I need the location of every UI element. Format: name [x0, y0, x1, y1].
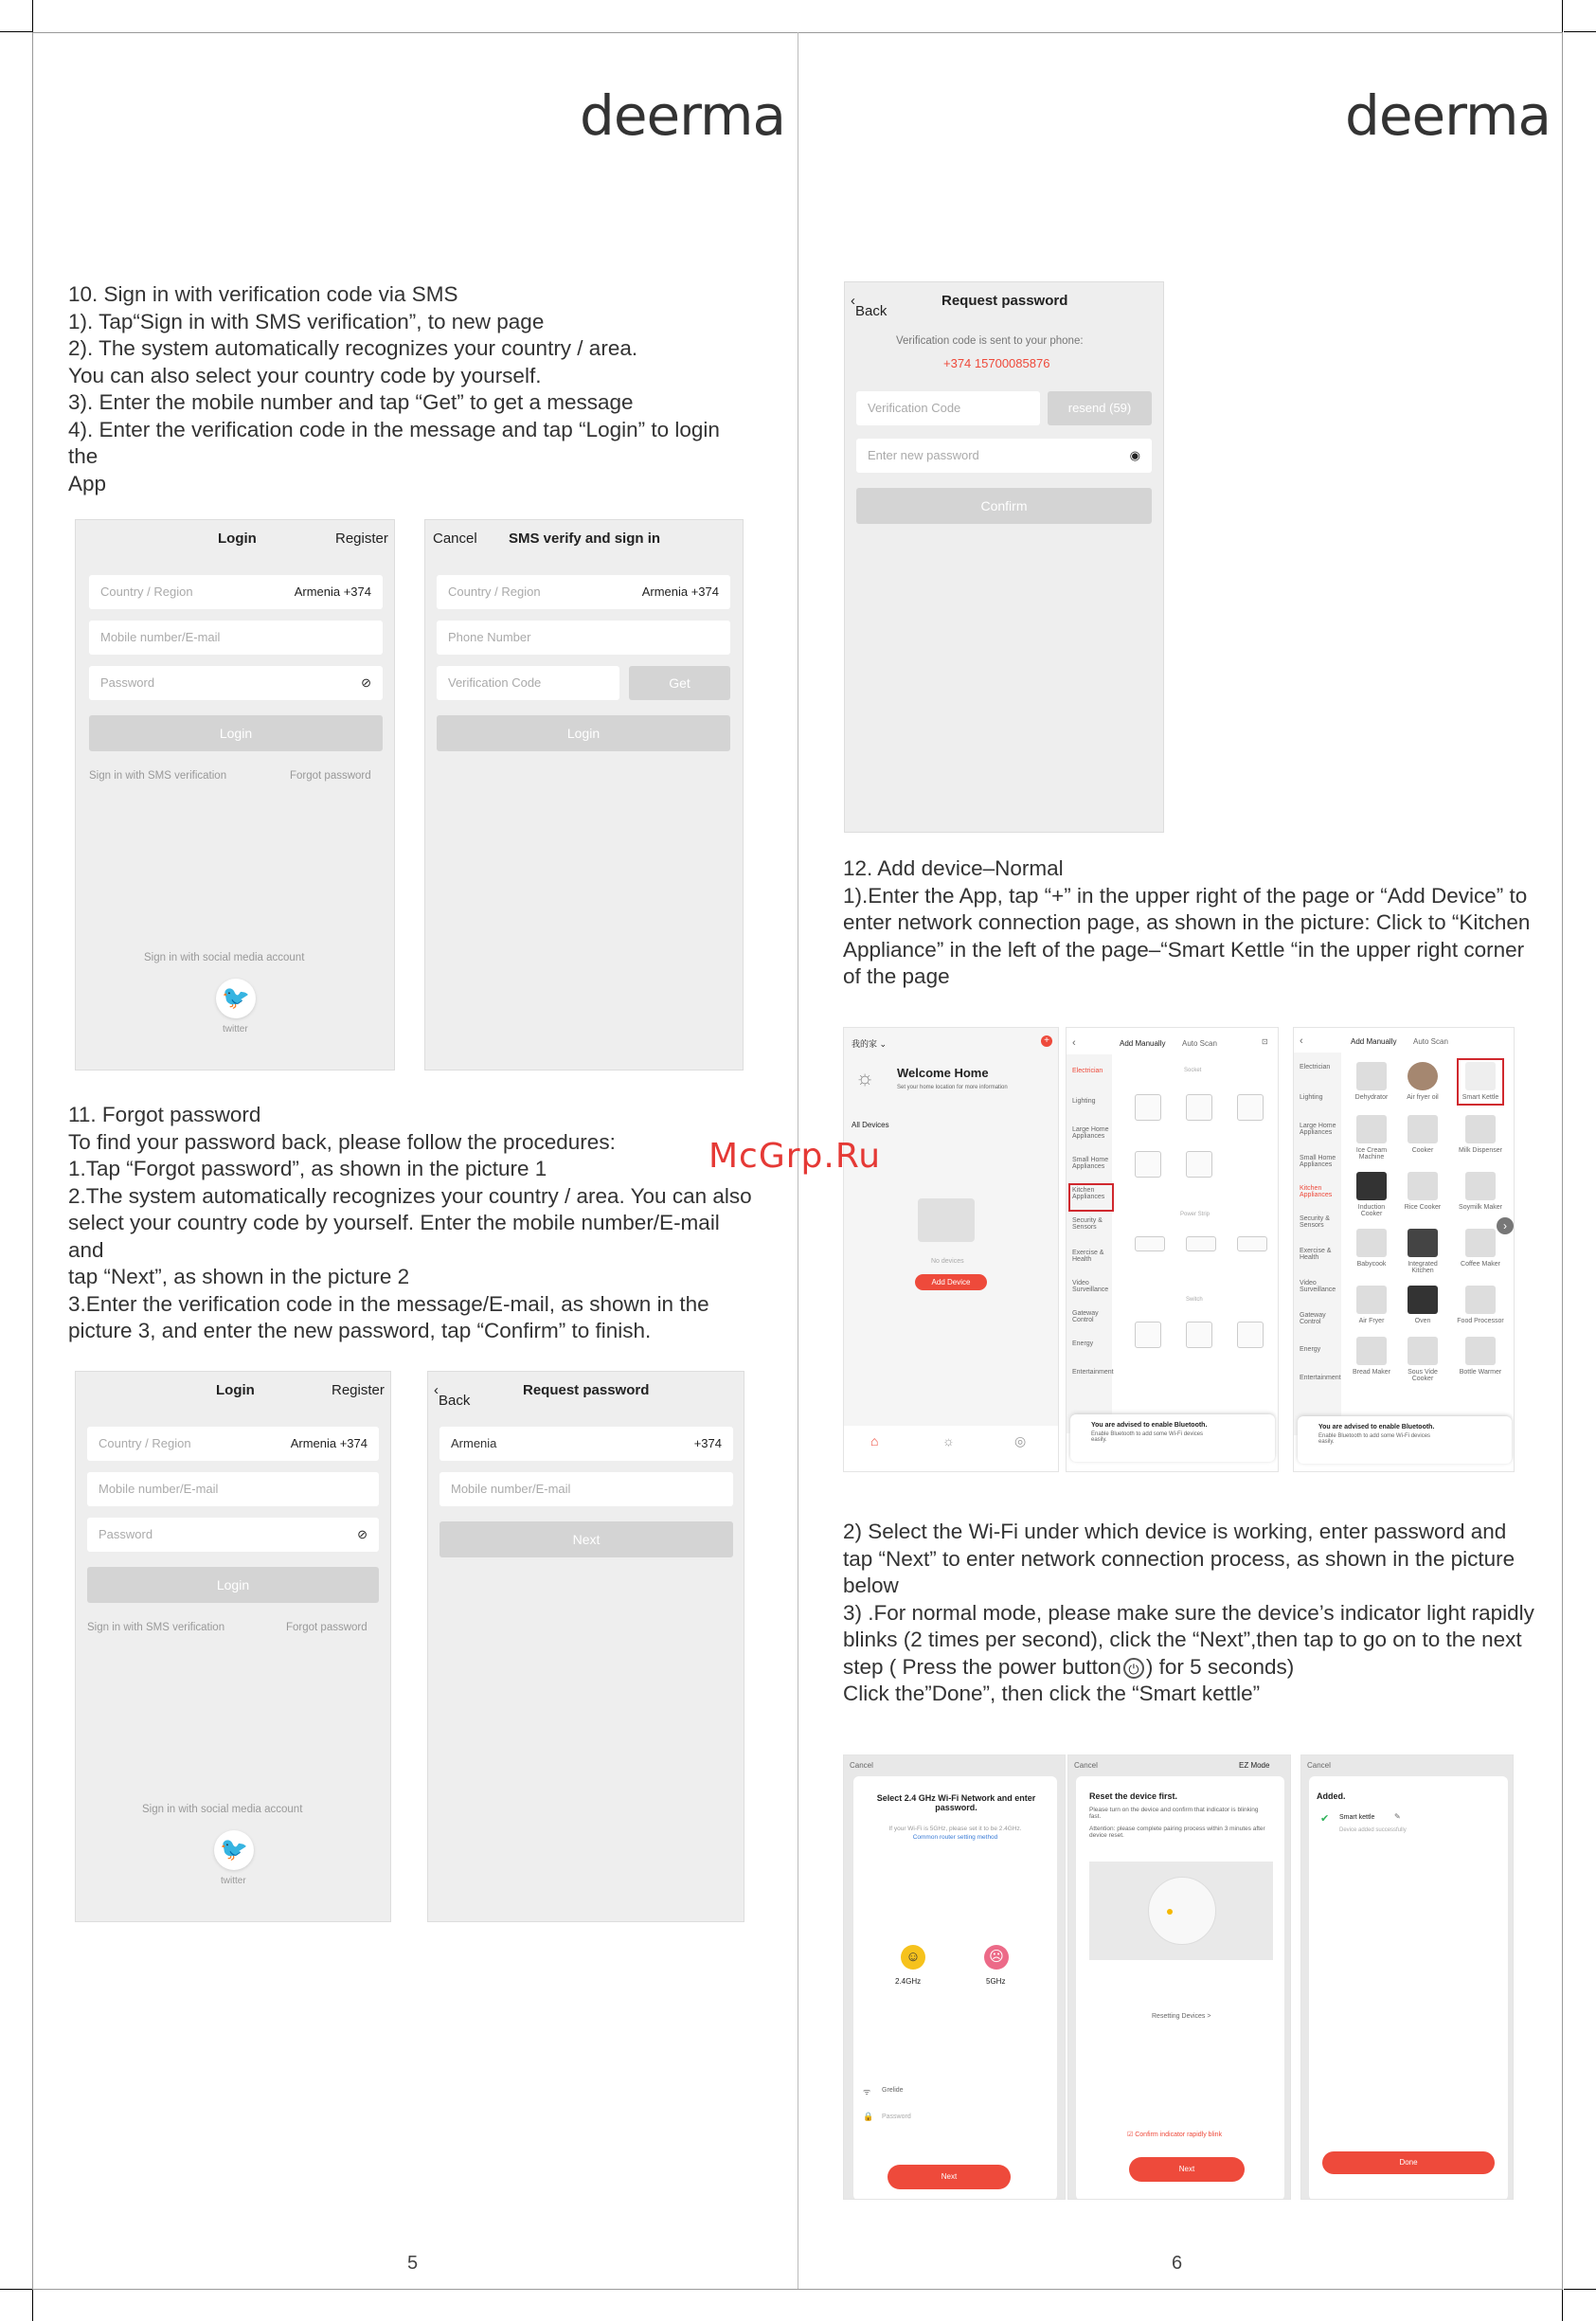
cat-large-appliances[interactable]: Large Home Appliances — [1300, 1123, 1336, 1136]
mobile-field[interactable]: Mobile number/E-mail — [89, 621, 383, 655]
cat-small-appliances[interactable]: Small Home Appliances — [1300, 1155, 1336, 1168]
socket-item[interactable] — [1186, 1151, 1212, 1178]
cat-lighting[interactable]: Lighting — [1300, 1094, 1323, 1101]
next-button[interactable]: Next — [439, 1521, 733, 1557]
cancel-link[interactable]: Cancel — [433, 531, 477, 547]
sms-title: SMS verify and sign in — [509, 531, 661, 547]
back-icon[interactable]: ‹ — [1300, 1035, 1303, 1047]
login-button[interactable]: Login — [437, 715, 730, 751]
page-number: 6 — [1172, 2253, 1183, 2274]
dehydrator-item[interactable] — [1356, 1062, 1387, 1090]
cat-energy[interactable]: Energy — [1072, 1340, 1094, 1347]
wifi-icon: ᯤ — [863, 2087, 871, 2096]
cat-gateway[interactable]: Gateway Control — [1300, 1312, 1326, 1325]
login-button[interactable]: Login — [89, 715, 383, 751]
welcome-title: Welcome Home — [897, 1066, 989, 1080]
page-number: 5 — [407, 2253, 419, 2274]
request-password-screenshot — [427, 1371, 744, 1922]
socket-item[interactable] — [1237, 1094, 1264, 1121]
air-fryer-item[interactable] — [1356, 1286, 1387, 1314]
page-border-bottom — [32, 2289, 1563, 2290]
crop-mark — [1564, 31, 1596, 32]
powerstrip-heading: Power Strip — [1180, 1212, 1210, 1217]
country-field[interactable]: Country / Region Armenia +374 — [89, 575, 383, 609]
twitter-label: twitter — [221, 1876, 246, 1886]
resetting-devices-link[interactable]: Resetting Devices > — [1152, 2013, 1211, 2020]
add-device-button[interactable]: Add Device — [915, 1274, 987, 1290]
welcome-sub: Set your home location for more information — [897, 1085, 1008, 1090]
cat-lighting[interactable]: Lighting — [1072, 1098, 1096, 1105]
device-image — [1089, 1862, 1273, 1960]
no-devices-label: No devices — [931, 1258, 964, 1265]
added-card: Added. ✔ Smart kettle ✎ Device added successfully Done — [1309, 1776, 1508, 2200]
wifi-card: Select 2.4 GHz Wi-Fi Network and enter password. If your Wi-Fi is 5GHz, please set it to be 2.4GHz. Common router setting method ☺ ☹ 2.4GHz 5GHz ᯤ Grelide 🔒 Password Next — [853, 1776, 1057, 2200]
profile-icon[interactable]: ◎ — [1014, 1433, 1027, 1448]
switch-item[interactable] — [1135, 1322, 1161, 1348]
socket-item[interactable] — [1186, 1094, 1212, 1121]
cat-video[interactable]: Video Surveillance — [1072, 1280, 1109, 1293]
cat-electrician[interactable]: Electrician — [1072, 1068, 1103, 1074]
crop-mark — [1564, 2289, 1596, 2290]
home-icon[interactable]: ⌂ — [870, 1433, 879, 1448]
bluetooth-banner[interactable]: You are advised to enable Bluetooth. Enable Bluetooth to add some Wi-Fi devices easily. — [1070, 1414, 1275, 1462]
home-screenshot — [843, 1027, 1059, 1472]
bottom-tab-bar — [844, 1426, 1059, 1472]
cat-energy[interactable]: Energy — [1300, 1346, 1321, 1353]
crop-mark — [1562, 0, 1563, 32]
power-icon: ⏻ — [1123, 1658, 1144, 1679]
phone-number: +374 15700085876 — [943, 356, 1050, 370]
cat-gateway[interactable]: Gateway Control — [1072, 1310, 1099, 1323]
twitter-icon[interactable]: 🐦 — [214, 1830, 254, 1870]
tab-auto-scan[interactable]: Auto Scan — [1413, 1037, 1448, 1046]
verification-screenshot — [844, 281, 1164, 833]
tab-add-manually[interactable]: Add Manually — [1120, 1039, 1166, 1048]
section-11-text: 11. Forgot password To find your password back, please follow the procedures: 1.Tap “Forgot password”, as shown in the picture 1 2.The system automatically recognizes your country / area. You can also select your country code by yourself. Enter the mobile number/E-mail and tap “Next”, as shown in the picture 2 3.Enter the verification code in the message/E-mail, as shown in the picture 3, and enter the new password, tap “Confirm” to finish. — [68, 1103, 752, 1342]
register-link[interactable]: Register — [335, 531, 388, 547]
get-code-button[interactable]: Get — [629, 666, 730, 700]
watermark: McGrp.Ru — [708, 1137, 882, 1176]
smart-icon[interactable]: ☼ — [942, 1433, 955, 1448]
router-help-link[interactable]: Common router setting method — [912, 1834, 998, 1841]
tab-auto-scan[interactable]: Auto Scan — [1182, 1039, 1217, 1048]
twitter-label: twitter — [223, 1024, 248, 1035]
switch-item[interactable] — [1186, 1322, 1212, 1348]
forgot-password-link[interactable]: Forgot password — [290, 770, 371, 782]
request-title: Request password — [523, 1382, 650, 1398]
ez-mode-selector[interactable]: EZ Mode — [1239, 1761, 1270, 1770]
powerstrip-item[interactable] — [1135, 1236, 1165, 1251]
air-fryer-oil-item[interactable] — [1408, 1062, 1438, 1090]
cat-large-appliances[interactable]: Large Home Appliances — [1072, 1126, 1109, 1140]
next-button[interactable]: Next — [1129, 2157, 1245, 2182]
sms-verify-screenshot — [424, 519, 744, 1071]
country-field[interactable]: Country / Region Armenia +374 — [87, 1427, 379, 1461]
password-field[interactable]: Password ⊘ — [89, 666, 383, 700]
back-button[interactable]: ‹ Back — [851, 293, 888, 319]
country-field[interactable]: Armenia +374 — [439, 1427, 733, 1461]
add-icon[interactable]: + — [1041, 1035, 1052, 1047]
eye-icon[interactable]: ◉ — [1129, 448, 1140, 462]
verification-code-field[interactable]: Verification Code — [856, 391, 1040, 425]
cat-exercise[interactable]: Exercise & Health — [1072, 1250, 1104, 1263]
edit-icon[interactable]: ✎ — [1394, 1812, 1401, 1821]
cat-small-appliances[interactable]: Small Home Appliances — [1072, 1157, 1109, 1170]
all-devices-tab[interactable]: All Devices — [852, 1121, 889, 1129]
sous-vide-item[interactable] — [1408, 1337, 1438, 1365]
switch-heading: Switch — [1186, 1297, 1203, 1303]
lock-icon: 🔒 — [863, 2112, 874, 2121]
section-12-text: 12. Add device–Normal 1).Enter the App, tap “+” in the upper right of the page or “Add Device” to enter network connection page, as shown in the picture: Click to “Kitchen Appliance” in the left of the page–“Smart Kettle “in the upper right corner of the page — [843, 856, 1531, 988]
crop-mark — [0, 2289, 32, 2290]
babycook-item[interactable] — [1356, 1229, 1387, 1257]
request-title: Request password — [941, 293, 1068, 309]
country-field[interactable]: Country / Region Armenia +374 — [437, 575, 730, 609]
coffee-maker-item[interactable] — [1465, 1229, 1496, 1257]
socket-item[interactable] — [1135, 1151, 1161, 1178]
sent-label: Verification code is sent to your phone: — [896, 335, 1084, 347]
home-selector[interactable]: 我的家 ⌄ — [852, 1039, 888, 1049]
register-link[interactable]: Register — [332, 1382, 385, 1398]
cat-security[interactable]: Security & Sensors — [1300, 1215, 1330, 1229]
cancel-link[interactable]: Cancel — [850, 1761, 873, 1770]
soymilk-item[interactable] — [1465, 1172, 1496, 1200]
smart-kettle-item[interactable] — [1465, 1062, 1496, 1090]
next-button[interactable]: Next — [888, 2165, 1011, 2189]
check-icon: ✔ — [1320, 1813, 1330, 1825]
mobile-field[interactable]: Mobile number/E-mail — [439, 1472, 733, 1506]
login-title: Login — [218, 531, 257, 547]
page-border-left — [32, 32, 33, 2289]
switch-item[interactable] — [1237, 1322, 1264, 1348]
twitter-icon[interactable]: 🐦 — [216, 979, 256, 1018]
cancel-link[interactable]: Cancel — [1307, 1761, 1331, 1770]
eye-off-icon[interactable]: ⊘ — [357, 1527, 368, 1541]
empty-box-image — [918, 1198, 975, 1242]
cat-security[interactable]: Security & Sensors — [1072, 1217, 1103, 1231]
cat-electrician[interactable]: Electrician — [1300, 1064, 1331, 1071]
category-sidebar — [1067, 1054, 1112, 1433]
forgot-password-link[interactable]: Forgot password — [286, 1622, 368, 1633]
bottle-warmer-item[interactable] — [1465, 1337, 1496, 1365]
ice-cream-item[interactable] — [1356, 1115, 1387, 1143]
add-device-screenshot — [1066, 1027, 1279, 1472]
ssid-field[interactable]: Grelide — [882, 2087, 904, 2094]
new-password-field[interactable]: Enter new password ◉ — [856, 439, 1152, 473]
cooker-item[interactable] — [1408, 1115, 1438, 1143]
rice-cooker-item[interactable] — [1408, 1172, 1438, 1200]
cat-entertainment[interactable]: Entertainment — [1300, 1375, 1341, 1381]
brand-logo: deerma — [1345, 83, 1551, 148]
sad-icon: ☹ — [984, 1945, 1009, 1970]
sms-signin-link[interactable]: Sign in with SMS verification — [87, 1622, 225, 1633]
cat-entertainment[interactable]: Entertainment — [1072, 1369, 1114, 1376]
social-label: Sign in with social media account — [142, 1804, 303, 1815]
resend-button[interactable]: resend (59) — [1048, 391, 1152, 425]
integrated-kitchen-item[interactable] — [1408, 1229, 1438, 1257]
done-button[interactable]: Done — [1322, 2151, 1495, 2174]
confirm-button[interactable]: Confirm — [856, 488, 1152, 524]
induction-cooker-item[interactable] — [1356, 1172, 1387, 1200]
crop-mark — [32, 0, 33, 32]
socket-item[interactable] — [1135, 1094, 1161, 1121]
social-label: Sign in with social media account — [144, 952, 305, 963]
cat-kitchen[interactable]: Kitchen Appliances — [1072, 1187, 1105, 1200]
phone-field[interactable]: Phone Number — [437, 621, 730, 655]
back-icon[interactable]: ‹ — [1072, 1037, 1076, 1049]
scan-icon[interactable]: ⊡ — [1262, 1037, 1268, 1046]
login-screenshot-2 — [75, 1371, 391, 1922]
cat-kitchen[interactable]: Kitchen Appliances — [1300, 1185, 1333, 1198]
wifi-screenshot — [843, 1754, 1066, 2200]
login-title: Login — [216, 1382, 255, 1398]
kitchen-devices-screenshot: ‹ Add Manually Auto Scan Electrician Lighting Large Home Appliances Small Home Appliances Kitchen Appliances Security & Sensors Exercise & Health Video Surveillance Gateway Control Energy Entertainment Dehydrator Air fryer oil Smart Kettle Ice Cream Machine Cooker Milk Dispenser Induction Cooker Rice Cooker Soymilk Maker Babycook Integrated Kitchen Coffee Maker Air Fryer Oven Food Processor Bread Maker Sous Vide Cooker Bottle Warmer › You are advised to enable Bluetooth. Enable Bluetooth to add some Wi-Fi devices easily. — [1293, 1027, 1515, 1472]
bread-maker-item[interactable] — [1356, 1337, 1387, 1365]
device-power-icon — [1148, 1877, 1216, 1945]
crop-mark — [32, 2289, 33, 2321]
section-10-text: 10. Sign in with verification code via SMS 1). Tap“Sign in with SMS verification”, to new page 2). The system automatically recognizes your country / area. You can also select your country code by yourself. 3). Enter the mobile number and tap “Get” to get a message 4). Enter the verification code in the message and tap “Login” to login the App — [68, 282, 720, 495]
brand-logo: deerma — [580, 83, 786, 148]
page-border-right — [1562, 32, 1563, 2289]
verification-code-field[interactable]: Verification Code — [437, 666, 619, 700]
indicator-light — [1167, 1909, 1173, 1915]
cat-exercise[interactable]: Exercise & Health — [1300, 1248, 1332, 1261]
confirm-checkbox[interactable]: ☑ Confirm indicator rapidly blink — [1127, 2132, 1223, 2138]
added-screenshot — [1300, 1754, 1514, 2200]
eye-off-icon[interactable]: ⊘ — [361, 675, 371, 690]
crop-mark — [0, 31, 32, 32]
section-12b-text: 2) Select the Wi-Fi under which device is working, enter password and tap “Next” to enter network connection process, as shown in the picture below 3) .For normal mode, please make sure the device’s indicator light rapidly blinks (2 times per second), click the “Next”,then tap to go on to the next step ( Press the power button ⏻ ) for 5 seconds) Click the”Done”, then click the “Smart kettle” — [843, 1520, 1534, 1705]
reset-card: Reset the device first. Please turn on the device and confirm that indicator is blinking fast. Attention: please complete pairing process within 3 minutes after device reset. Resetting Devices > ☑ Confirm indicator rapidly blink Next — [1076, 1776, 1284, 2200]
reset-screenshot — [1067, 1754, 1291, 2200]
sms-signin-link[interactable]: Sign in with SMS verification — [89, 770, 227, 782]
powerstrip-item[interactable] — [1186, 1236, 1216, 1251]
chevron-right-icon[interactable]: › — [1497, 1217, 1514, 1234]
milk-dispenser-item[interactable] — [1465, 1115, 1496, 1143]
login-screenshot — [75, 519, 395, 1071]
oven-item[interactable] — [1408, 1286, 1438, 1314]
cat-video[interactable]: Video Surveillance — [1300, 1280, 1336, 1293]
mobile-field[interactable]: Mobile number/E-mail — [87, 1472, 379, 1506]
device-name[interactable]: Smart kettle — [1339, 1814, 1375, 1821]
crop-mark — [1562, 2289, 1563, 2321]
back-button[interactable]: ‹ Back — [434, 1382, 471, 1409]
tab-add-manually[interactable]: Add Manually — [1351, 1037, 1397, 1046]
socket-heading: Socket — [1184, 1068, 1202, 1073]
bluetooth-banner[interactable]: You are advised to enable Bluetooth. Enable Bluetooth to add some Wi-Fi devices easily. — [1298, 1416, 1512, 1464]
password-field[interactable]: Password — [882, 2114, 911, 2120]
login-button[interactable]: Login — [87, 1567, 379, 1603]
smile-icon: ☺ — [901, 1945, 925, 1970]
password-field[interactable]: Password ⊘ — [87, 1518, 379, 1552]
sun-icon: ☼ — [855, 1066, 875, 1089]
cancel-link[interactable]: Cancel — [1074, 1761, 1098, 1770]
powerstrip-item[interactable] — [1237, 1236, 1267, 1251]
food-processor-item[interactable] — [1465, 1286, 1496, 1314]
